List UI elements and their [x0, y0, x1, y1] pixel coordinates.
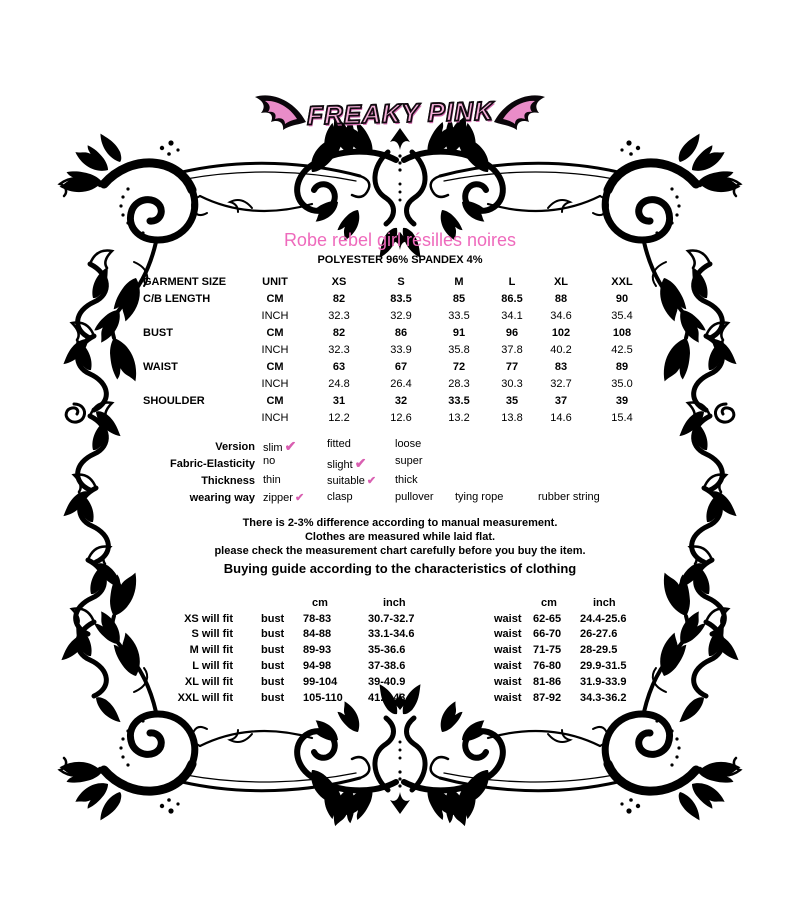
- table-row: WAIST CM 63 67 72 77 83 89: [143, 360, 629, 373]
- feature-row-wearing-way: wearing way zipper ✔ clasp pullover tying rope rubber string: [189, 491, 600, 504]
- garment-features: [143, 438, 648, 506]
- col-header-inch: inch: [383, 596, 406, 609]
- note-line: please check the measurement chart carefully before you buy the item.: [214, 545, 586, 557]
- table-row: S will fit bust 84-88 33.1-34.6 waist 66-70 26-27.6: [191, 628, 618, 641]
- col-header-l: L: [508, 276, 516, 289]
- table-row: INCH 32.3 33.9 35.8 37.8 40.2 42.5: [261, 344, 633, 356]
- col-header-cm: cm: [312, 596, 328, 609]
- bat-wing-right-icon: [493, 92, 547, 134]
- col-header-unit: UNIT: [262, 276, 288, 289]
- table-row: SHOULDER CM 31 32 33.5 35 37 39: [143, 394, 629, 407]
- col-header-garment-size: GARMENT SIZE: [143, 276, 227, 289]
- product-title: Robe rebel girl résilles noires: [283, 230, 517, 250]
- buying-guide-header-row: [155, 595, 660, 611]
- buying-guide-heading: Buying guide according to the characteristics of clothing: [223, 561, 577, 576]
- col-header-xs: XS: [331, 276, 347, 289]
- measurement-notes: [0, 516, 800, 577]
- feature-row-elasticity: Fabric-Elasticity no slight ✔ super: [170, 455, 423, 471]
- table-row: XS will fit bust 78-83 30.7-32.7 waist 62-65 24.4-25.6: [184, 612, 627, 625]
- bottom-center-crest: [192, 684, 608, 827]
- col-header-cm: cm: [541, 596, 557, 609]
- note-line: Clothes are measured while laid flat.: [304, 531, 496, 543]
- check-icon: ✔: [354, 455, 367, 471]
- table-row: INCH 32.3 32.9 33.5 34.1 34.6 35.4: [261, 310, 633, 323]
- col-header-m: M: [454, 276, 464, 289]
- table-row: XXL will fit bust 105-110 41.3-43.3 waist 87-92 34.3-36.2: [177, 691, 627, 704]
- table-row: XL will fit bust 99-104 39-40.9 waist 81-86 31.9-33.9: [184, 675, 627, 688]
- table-row: BUST CM 82 86 91 96 102 108: [143, 327, 632, 340]
- size-table-header-row: [143, 274, 659, 291]
- garment-size-table: [143, 274, 659, 426]
- col-header-inch: inch: [593, 596, 616, 609]
- col-header-s: S: [397, 276, 405, 289]
- check-icon: ✔: [294, 492, 305, 504]
- table-row: L will fit bust 94-98 37-38.6 waist 76-80 29.9-31.5: [192, 660, 627, 673]
- table-row: M will fit bust 89-93 35-36.6 waist 71-75 28-29.5: [189, 644, 618, 657]
- table-row: INCH 12.2 12.6 13.2 13.8 14.6 15.4: [261, 411, 633, 424]
- col-header-xl: XL: [553, 276, 569, 289]
- freaky-pink-logo: [0, 92, 800, 134]
- bat-wing-left-icon: [253, 92, 307, 134]
- fabric-composition: POLYESTER 96% SPANDEX 4%: [317, 254, 483, 266]
- check-icon: ✔: [284, 438, 297, 454]
- logo-text: FREAKY PINK: [306, 95, 494, 130]
- feature-row-version: Version slim ✔ fitted loose: [215, 438, 422, 454]
- note-line: There is 2-3% difference according to manual measurement.: [242, 517, 558, 529]
- table-row: C/B LENGTH CM 82 83.5 85 86.5 88 90: [143, 293, 629, 306]
- col-header-xxl: XXL: [611, 276, 633, 289]
- feature-row-thickness: Thickness thin suitable ✔ thick: [201, 474, 418, 487]
- table-row: INCH 24.8 26.4 28.3 30.3 32.7 35.0: [261, 377, 633, 390]
- buying-guide-table: [155, 595, 660, 706]
- check-icon: ✔: [366, 475, 377, 487]
